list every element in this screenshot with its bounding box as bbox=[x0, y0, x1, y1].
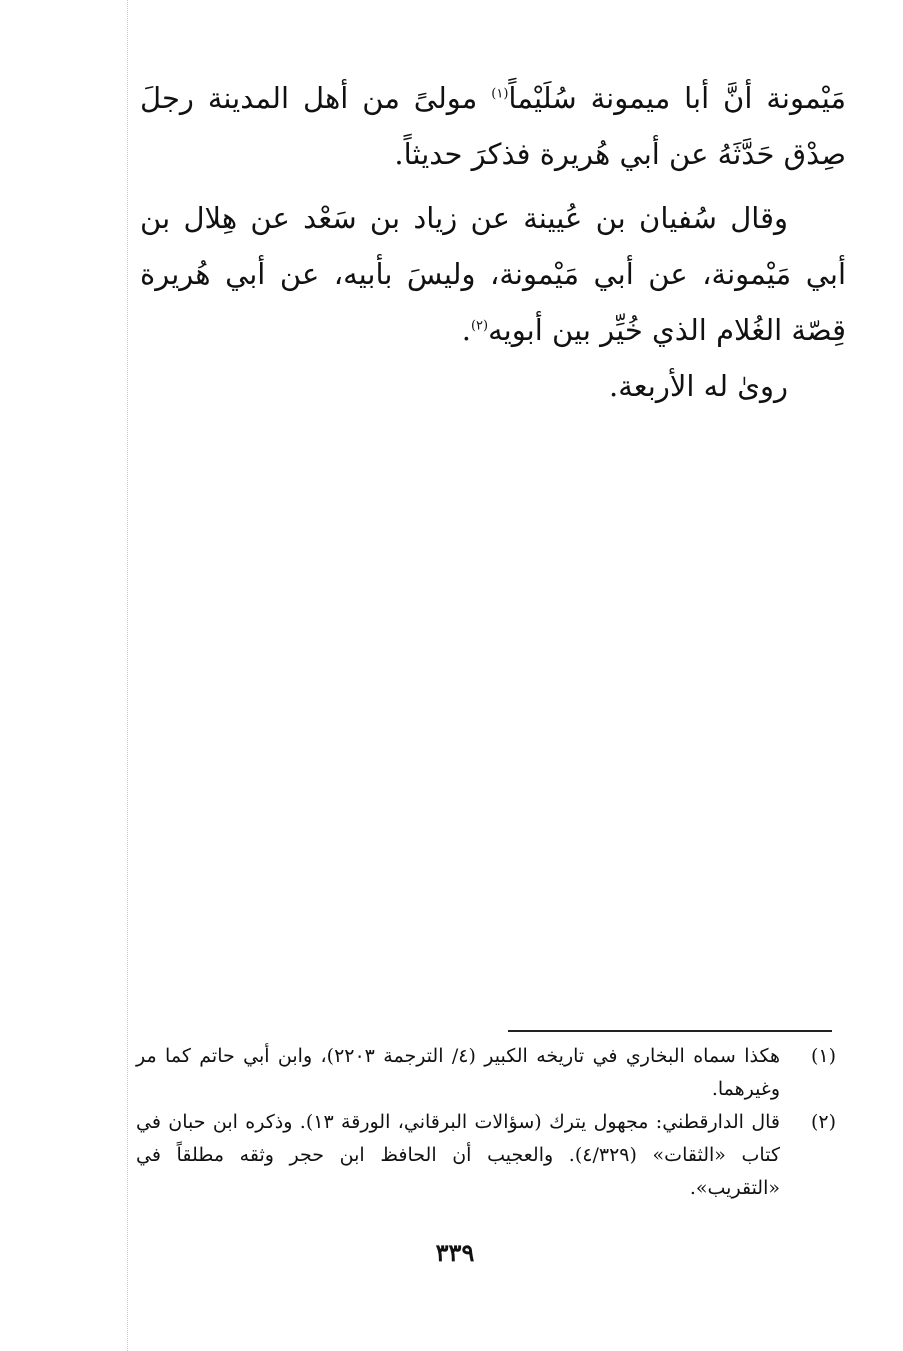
footnote-1 bbox=[136, 1040, 836, 1106]
footnote-ref-2: (٢) bbox=[470, 318, 489, 334]
main-text bbox=[140, 70, 846, 414]
footnote-1-text: هكذا سماه البخاري في تاريخه الكبير (٤/ الترجمة ٢٢٠٣)، وابن أبي حاتم كما مر وغيرهما. bbox=[136, 1045, 780, 1100]
footnote-separator bbox=[508, 1030, 832, 1032]
margin-rule bbox=[127, 0, 128, 1351]
paragraph-3: روىٰ له الأربعة. bbox=[609, 369, 788, 403]
footnote-2-number: (٢) bbox=[810, 1111, 836, 1133]
paragraph-1-text-a: مَيْمونة أنَّ أبا ميمونة سُلَيْماً bbox=[508, 81, 846, 115]
footnote-2 bbox=[136, 1106, 836, 1205]
paragraph-1 bbox=[140, 70, 846, 182]
paragraph-2-text-b: . bbox=[461, 313, 471, 347]
paragraph-2 bbox=[140, 190, 846, 358]
paragraph-2-text-a: وقال سُفيان بن عُيينة عن زياد بن سَعْد عن هِلال بن أبي مَيْمونة، عن أبي مَيْمونة، وليسَ بأبيه، عن أبي هُريرة قِصّة الغُلام الذي خُيِّر بين أبويه bbox=[140, 201, 846, 347]
footnotes bbox=[136, 1040, 836, 1205]
footnote-1-number: (١) bbox=[810, 1045, 836, 1067]
paragraph-1-text-b: مولىً من أهل المدينة رجلَ صِدْق حَدَّثَهُ عن أبي هُريرة فذكرَ حديثاً. bbox=[140, 81, 846, 171]
footnote-ref-1: (١) bbox=[491, 86, 509, 102]
footnote-2-text: قال الدارقطني: مجهول يترك (سؤالات البرقاني، الورقة ١٣). وذكره ابن حبان في كتاب «الثقات» (٤/٣٢٩). والعجيب أن الحافظ ابن حجر وثقه مطلقاً في «التقريب». bbox=[136, 1111, 780, 1199]
page-number: ٣٣٩ bbox=[435, 1238, 475, 1267]
